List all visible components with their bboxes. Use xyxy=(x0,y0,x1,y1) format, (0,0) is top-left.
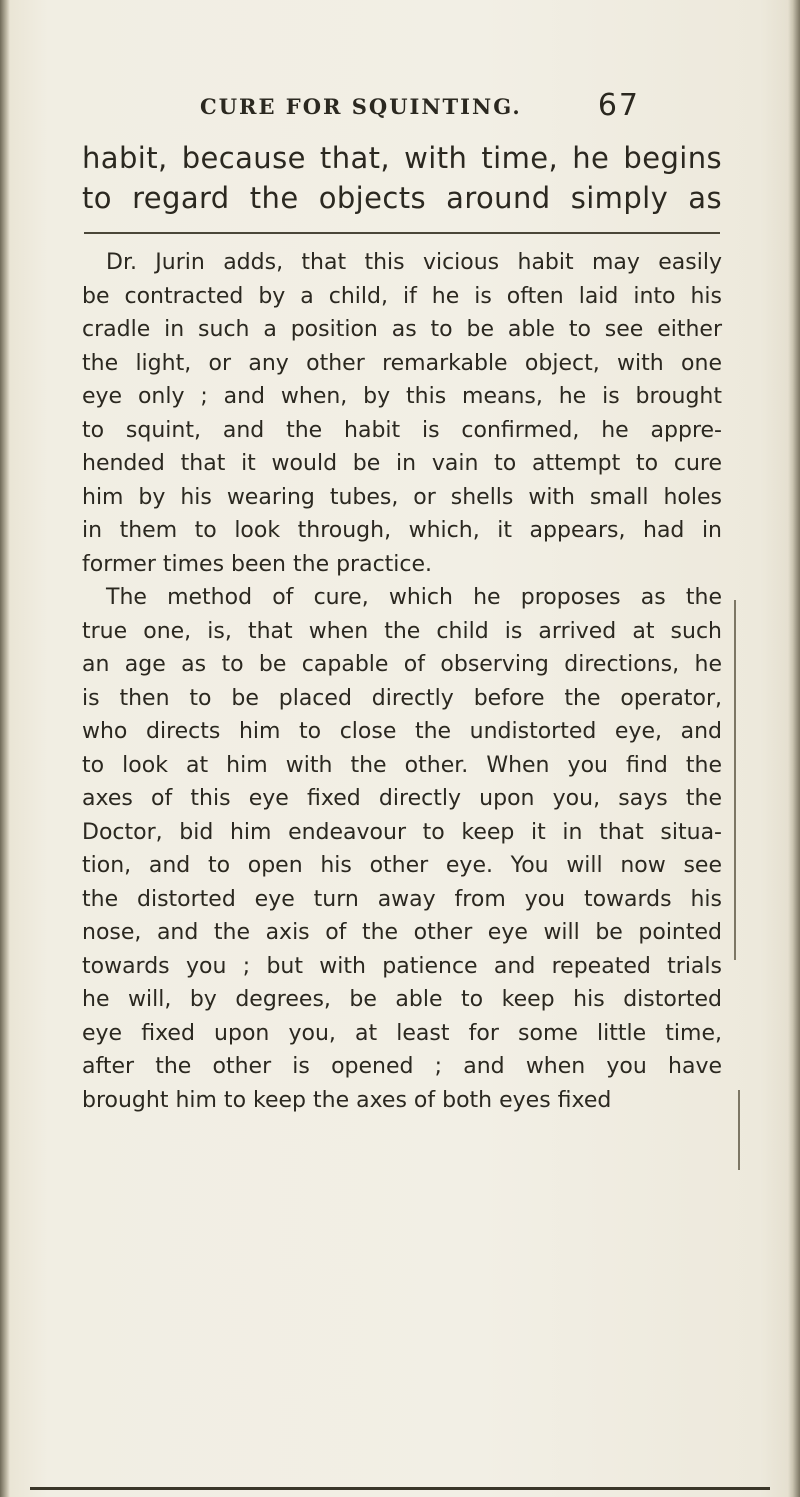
page-gutter-shadow xyxy=(0,0,10,1497)
text-line: to squint, and the habit is confirmed, he appre- xyxy=(82,417,722,443)
text-line: after the other is opened ; and when you have xyxy=(82,1054,722,1079)
body-text xyxy=(82,246,722,1117)
text-line: true one, is, that when the child is arrived at such xyxy=(82,618,722,644)
text-line: nose, and the axis of the other eye will be pointed xyxy=(82,920,722,945)
text-line: be contracted by a child, if he is often laid into his xyxy=(82,283,722,309)
text-line: an age as to be capable of observing directions, he xyxy=(82,652,722,677)
text-line: Dr. Jurin adds, that this vicious habit may easily xyxy=(106,250,722,275)
text-line: eye fixed upon you, at least for some little time, xyxy=(82,1020,722,1046)
text-line: in them to look through, which, it appears, had in xyxy=(82,518,722,543)
text-line: eye only ; and when, by this means, he is brought xyxy=(82,384,722,409)
text-line: who directs him to close the undistorted eye, and xyxy=(82,719,722,744)
text-line: is then to be placed directly before the operator, xyxy=(82,685,722,711)
text-line: to look at him with the other. When you find the xyxy=(82,752,722,778)
text-line: towards you ; but with patience and repeated trials xyxy=(82,953,722,979)
running-head xyxy=(200,88,640,123)
text-line: axes of this eye fixed directly upon you, says the xyxy=(82,786,722,811)
text-line: him by his wearing tubes, or shells with small holes xyxy=(82,484,722,510)
running-head-title: CURE FOR SQUINTING. xyxy=(200,94,522,119)
text-line: the light, or any other remarkable object, with one xyxy=(82,350,722,376)
text-line: hended that it would be in vain to attempt to cure xyxy=(82,451,722,476)
paste-divider-rule xyxy=(84,232,720,234)
page-bottom-rule xyxy=(30,1487,770,1490)
text-line: Doctor, bid him endeavour to keep it in that situa- xyxy=(82,819,722,845)
text-line: former times been the practice. xyxy=(82,551,433,577)
page-number: 67 xyxy=(597,88,640,123)
text-line: brought him to keep the axes of both eyes fixed xyxy=(82,1087,612,1113)
page-edge-shadow xyxy=(788,0,800,1497)
text-line: cradle in such a position as to be able to see either xyxy=(82,317,722,342)
paste-edge-mark xyxy=(734,600,736,960)
text-line: The method of cure, which he proposes as the xyxy=(106,585,722,610)
text-line: tion, and to open his other eye. You will now see xyxy=(82,853,722,878)
text-line: habit, because that, with time, he begins xyxy=(82,141,722,175)
text-line: the distorted eye turn away from you towards his xyxy=(82,886,722,912)
text-line: he will, by degrees, be able to keep his distorted xyxy=(82,987,722,1012)
text-line: to regard the objects around simply as xyxy=(82,181,722,215)
paste-edge-mark xyxy=(738,1090,740,1170)
lead-paragraph xyxy=(82,138,722,218)
